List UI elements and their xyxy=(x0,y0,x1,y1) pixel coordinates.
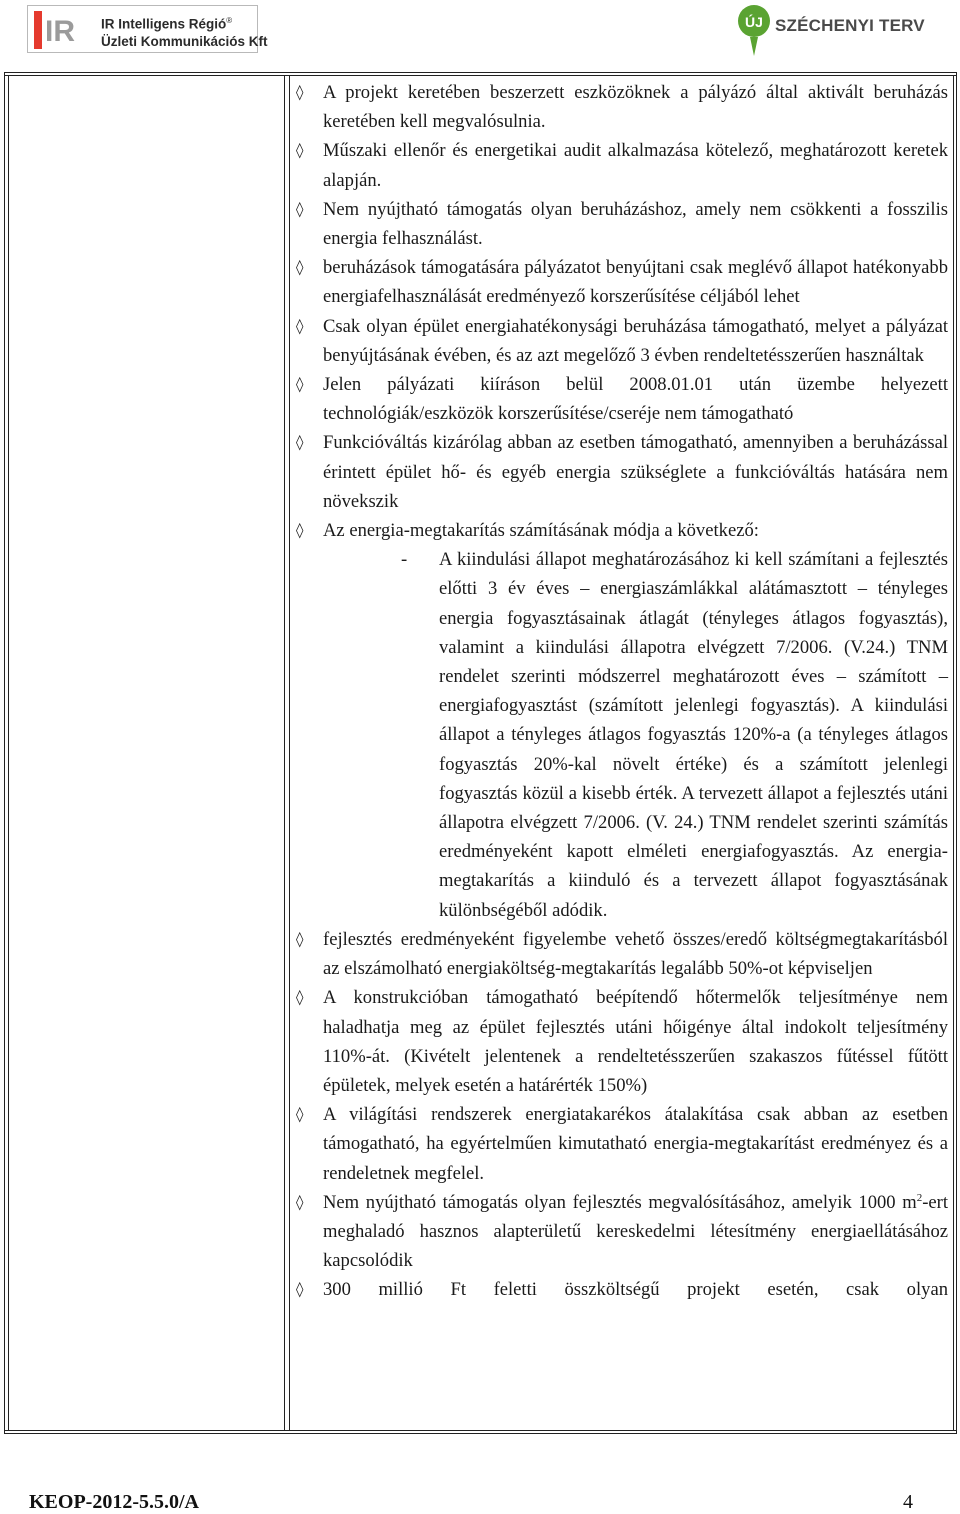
list-item xyxy=(296,428,948,516)
footer-page-number: 4 xyxy=(903,1491,913,1513)
footer-document-code: KEOP-2012-5.5.0/A xyxy=(29,1491,199,1513)
table-right-border xyxy=(953,75,954,1431)
list-item-text: fejlesztés eredményeként figyelembe vehető összes/eredő költségmegtakarításból az elszámolható energiaköltség-megtakarítás legalább 50%-ot képviseljen xyxy=(323,928,948,980)
ir-logo-text xyxy=(101,12,268,50)
list-item-text-after: -ert meghaladó hasznos alapterületű kereskedelmi létesítmény energiaellátásához kapcsolódik xyxy=(323,1191,948,1272)
list-item-text: Az energia-megtakarítás számításának módja a következő: xyxy=(323,520,759,542)
diamond-bullet-icon: ◊ xyxy=(296,375,304,394)
superscript-2: 2 xyxy=(916,1191,923,1204)
sub-list-item-text: A kiindulási állapot meghatározásához ki kell számítani a fejlesztés előtti 3 év éves – energiaszámlákkal alátámasztott – tényleges energia fogyasztásainak átlagát (tényleges átlagos fogyasztás), valamint a kiindulási állapotra elvégzett 7/2006. (V.24.) TNM rendelet szerinti módszerrel meghatározott éves – számított – energiafogyasztást (számított jelenlegi fogyasztás). A kiindulási állapot a tényleges átlagos fogyasztás 120%-a (a tényleges átlagos fogyasztás 20%-kal növelt értéke) és a számított jelenlegi fogyasztás közül a kisebb érték. A tervezett állapot a fejlesztés utáni állapotra elvégzett 7/2006. (V. 24.) TNM rendelet szerinti számítás eredményeként kapott elméleti energiafogyasztás. Az energia-megtakarítás a kiinduló és a tervezett állapot fogyasztásának különbségéből adódik. xyxy=(439,549,948,921)
list-item-text: Funkcióváltás kizárólag abban az esetben támogatható, amennyiben a beruházással érintett épület hő- és egyéb energia szükséglete a funkcióváltás hatására nem növekszik xyxy=(323,432,948,512)
list-item xyxy=(296,370,948,428)
table-left-column xyxy=(8,75,285,1431)
diamond-bullet-icon: ◊ xyxy=(296,316,304,335)
list-item xyxy=(296,925,948,983)
diamond-bullet-icon: ◊ xyxy=(296,199,304,218)
list-item-text: 300 millió Ft feletti összköltségű projekt esetén, csak olyan xyxy=(323,1279,948,1301)
ir-logo-line2: Üzleti Kommunikációs Kft xyxy=(101,33,268,49)
list-item-text: Csak olyan épület energiahatékonysági beruházása támogatható, melyet a pályázat benyújtásának évében, és az azt megelőző 3 évben rendeltetésszerűen használtak xyxy=(323,315,948,366)
list-item xyxy=(296,312,948,370)
criteria-list xyxy=(296,78,948,1305)
list-item xyxy=(296,1188,948,1276)
diamond-bullet-icon: ◊ xyxy=(296,433,304,452)
list-item xyxy=(296,516,948,545)
diamond-bullet-icon: ◊ xyxy=(296,1280,304,1299)
list-item-text: Jelen pályázati kiíráson belül 2008.01.01 után üzembe helyezett technológiák/eszközök korszerűsítése/cseréje nem támogatható xyxy=(323,374,948,425)
sub-list-item xyxy=(296,545,948,925)
szechenyi-terv-text: SZÉCHENYI TERV xyxy=(775,16,925,35)
diamond-bullet-icon: ◊ xyxy=(296,141,304,160)
szechenyi-emblem-icon xyxy=(737,4,771,58)
szechenyi-terv-logo xyxy=(737,4,957,60)
diamond-bullet-icon: ◊ xyxy=(296,258,304,277)
list-item-text: beruházások támogatására pályázatot benyújtani csak meglévő állapot hatékonyabb energiafelhasználását eredményező korszerűsítése céljából lehet xyxy=(323,257,948,308)
diamond-bullet-icon: ◊ xyxy=(296,929,304,948)
dash-bullet: - xyxy=(401,549,408,571)
list-item xyxy=(296,136,948,194)
szechenyi-emblem-text: ÚJ xyxy=(745,14,763,30)
diamond-bullet-icon: ◊ xyxy=(296,1105,304,1124)
list-item-text: A konstrukcióban támogatható beépítendő hőtermelők teljesítménye nem haladhatja meg az épület fejlesztés utáni hőigénye által indokolt teljesítmény 110%-át. (Kivételt jelentenek a rendeltetésszerűen szakaszos fűtéssel fűtött épületek, melyek esetén a határérték 150%) xyxy=(323,987,948,1096)
ir-logo-mark-icon xyxy=(34,11,98,49)
list-item-text: A projekt keretében beszerzett eszközöknek a pályázó által aktivált beruházás keretében kell megvalósulnia. xyxy=(323,82,948,133)
ir-logo-line1: IR Intelligens Régió xyxy=(101,16,227,32)
list-item xyxy=(296,983,948,1100)
diamond-bullet-icon: ◊ xyxy=(296,1192,304,1211)
list-item-text-before: Nem nyújtható támogatás olyan fejlesztés megvalósításához, amelyik 1000 m xyxy=(323,1191,917,1213)
svg-text:IR: IR xyxy=(45,15,75,48)
page-header xyxy=(0,0,960,66)
list-item xyxy=(296,78,948,136)
list-item-text: Műszaki ellenőr és energetikai audit alkalmazása kötelező, meghatározott keretek alapján. xyxy=(323,140,948,191)
list-item xyxy=(296,253,948,311)
diamond-bullet-icon: ◊ xyxy=(296,83,304,101)
ir-logo xyxy=(27,5,268,53)
list-item xyxy=(296,195,948,253)
diamond-bullet-icon: ◊ xyxy=(296,988,304,1007)
table-column-divider xyxy=(289,75,290,1431)
list-item-text: A világítási rendszerek energiatakarékos átalakítása csak abban az esetben támogatható, ha egyértelműen kimutatható energia-megtakarítást eredményez és a rendeletnek megfelel. xyxy=(323,1104,948,1184)
list-item xyxy=(296,1275,948,1304)
registered-mark: ® xyxy=(226,16,233,25)
diamond-bullet-icon: ◊ xyxy=(296,521,304,540)
list-item-text: Nem nyújtható támogatás olyan beruházáshoz, amely nem csökkenti a fosszilis energia felhasználást. xyxy=(323,198,948,250)
list-item xyxy=(296,1100,948,1188)
